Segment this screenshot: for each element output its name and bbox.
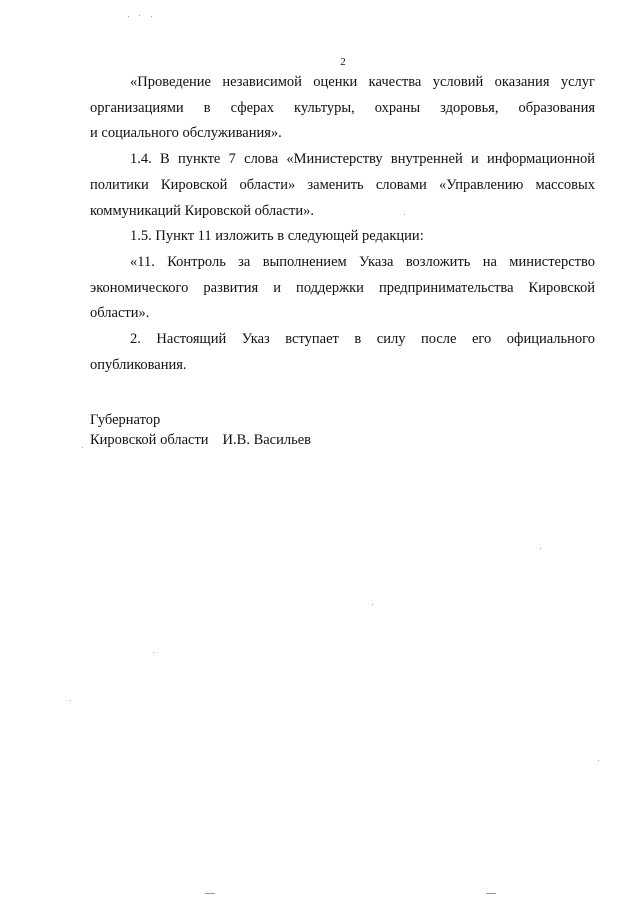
text-line: 2. Настоящий Указ вступает в силу после его официального xyxy=(130,331,595,348)
text-line: экономического развития и поддержки предпринимательства Кировской xyxy=(90,279,595,296)
scan-speck xyxy=(598,760,599,761)
signature-block xyxy=(90,410,311,450)
signature-title-line2 xyxy=(90,430,311,450)
scan-speck xyxy=(540,548,541,549)
text-line: области». xyxy=(90,305,150,322)
text-line: организациями в сферах культуры, охраны здоровья, образования xyxy=(90,99,595,116)
scan-speck xyxy=(151,16,152,17)
signature-region: Кировской области xyxy=(90,432,209,448)
scan-speck xyxy=(153,652,154,653)
scan-speck xyxy=(139,15,140,16)
text-line: 1.5. Пункт 11 изложить в следующей редакции: xyxy=(130,228,424,245)
scan-speck xyxy=(372,604,373,605)
scan-speck xyxy=(82,447,83,448)
text-line: политики Кировской области» заменить словами «Управлению массовых xyxy=(90,176,595,193)
scan-speck xyxy=(486,893,496,894)
text-line: 1.4. В пункте 7 слова «Министерству внутренней и информационной xyxy=(130,151,595,168)
document-body xyxy=(90,70,595,378)
text-line: «Проведение независимой оценки качества условий оказания услуг xyxy=(130,74,595,90)
scan-speck xyxy=(128,16,129,17)
text-line: «11. Контроль за выполнением Указа возложить на министерство xyxy=(130,253,595,270)
signature-title-line1: Губернатор xyxy=(90,412,161,428)
scan-speck xyxy=(70,700,71,701)
text-line: коммуникаций Кировской области». xyxy=(90,202,314,219)
text-line: опубликования. xyxy=(90,356,187,373)
page-number: 2 xyxy=(340,56,346,68)
signatory-name: И.В. Васильев xyxy=(222,432,311,448)
text-line: и социального обслуживания». xyxy=(90,125,282,142)
scan-speck xyxy=(205,893,215,894)
scan-speck xyxy=(404,214,405,215)
